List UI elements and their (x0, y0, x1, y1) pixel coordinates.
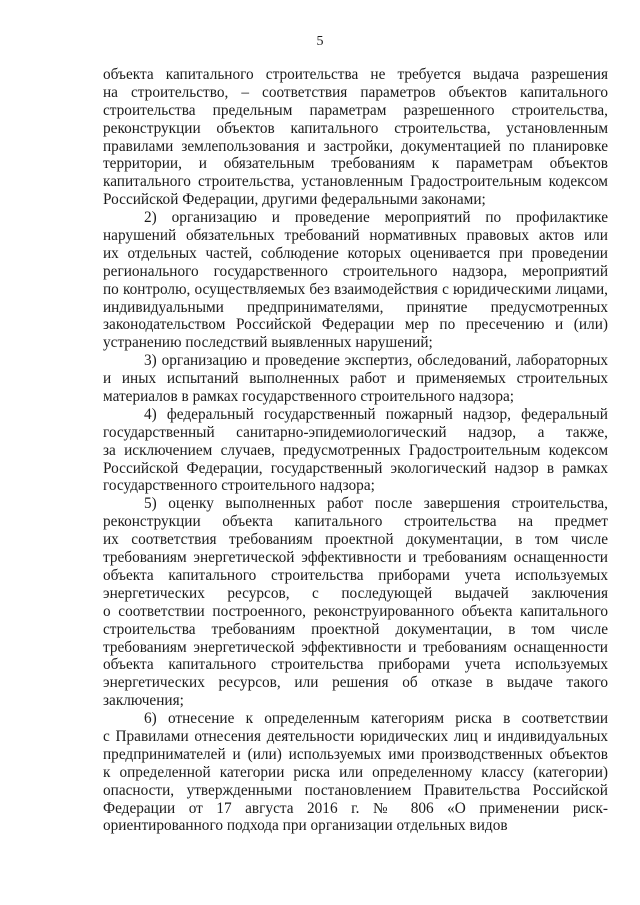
text-line: государственный санитарно-эпидемиологический надзор, а также, (103, 423, 608, 441)
text-line: за исключением случаев, предусмотренных Градостроительным кодексом (103, 441, 608, 459)
text-line: ориентированного подхода при организации отдельных видов (103, 817, 508, 835)
text-line: капитального строительства, установленным Градостроительным кодексом (103, 173, 608, 191)
text-line: Федерации от 17 августа 2016 г. № 806 «О применении риск- (103, 799, 608, 817)
text-line: территории, и обязательным требованиям к параметрам объектов (103, 155, 608, 173)
page-number: 5 (316, 34, 324, 49)
text-line: опасности, утвержденными постановлением Правительства Российской (103, 781, 608, 799)
text-line: объекта капитального строительства приборами учета используемых (103, 566, 608, 584)
text-line: и иных испытаний выполненных работ и применяемых строительных (103, 370, 608, 388)
text-line: их отдельных частей, соблюдение которых оценивается при проведении (103, 244, 608, 262)
text-line: по контролю, осуществляемых без взаимодействия с юридическими лицами, (103, 280, 608, 298)
text-line: индивидуальными предпринимателями, принятие предусмотренных (103, 298, 608, 316)
text-line: требованиям энергетической эффективности и требованиям оснащенности (103, 638, 608, 656)
text-line: регионального государственного строительного надзора, мероприятий (103, 262, 608, 280)
paragraph (103, 209, 608, 352)
text-line: к определенной категории риска или определенному классу (категории) (103, 763, 608, 781)
text-line: государственного строительного надзора; (103, 477, 375, 495)
paragraph (103, 406, 608, 495)
text-line: на строительство, – соответствия параметров объектов капитального (103, 83, 608, 101)
text-line: материалов в рамках государственного строительного надзора; (103, 388, 515, 406)
text-line: реконструкции объекта капитального строительства на предмет (103, 513, 608, 531)
text-line: строительства предельным параметрам разрешенного строительства, (103, 101, 608, 119)
text-line: 4) федеральный государственный пожарный надзор, федеральный (144, 405, 608, 423)
text-line: о соответствии построенного, реконструированного объекта капитального (103, 602, 608, 620)
paragraph (103, 710, 608, 835)
text-line: энергетических ресурсов, или решения об отказе в выдаче такого (103, 674, 608, 692)
text-line: 2) организацию и проведение мероприятий по профилактике (144, 209, 608, 227)
text-line: законодательством Российской Федерации мер по пресечению и (или) (103, 316, 608, 334)
text-line: их соответствия требованиям проектной документации, в том числе (103, 531, 608, 549)
text-line: объекта капитального строительства приборами учета используемых (103, 656, 608, 674)
text-line: устранению последствий выявленных нарушений; (103, 334, 433, 352)
text-line: 3) организацию и проведение экспертиз, обследований, лабораторных (144, 352, 608, 370)
text-line: 5) оценку выполненных работ после завершения строительства, (144, 495, 608, 513)
document-body (103, 66, 608, 835)
text-line: 6) отнесение к определенным категориям риска в соответствии (144, 710, 608, 728)
text-line: заключения; (103, 692, 184, 710)
text-line: реконструкции объектов капитального строительства, установленным (103, 119, 608, 137)
text-line: предпринимателей и (или) используемых ими производственных объектов (103, 745, 608, 763)
text-line: Российской Федерации, другими федеральными законами; (103, 191, 486, 209)
text-line: нарушений обязательных требований нормативных правовых актов или (103, 227, 608, 245)
paragraph (103, 352, 608, 406)
paragraph (103, 495, 608, 710)
paragraph (103, 66, 608, 209)
text-line: энергетических ресурсов, с последующей выдачей заключения (103, 584, 608, 602)
text-line: с Правилами отнесения деятельности юридических лиц и индивидуальных (103, 727, 608, 745)
text-line: строительства требованиям проектной документации, в том числе (103, 620, 608, 638)
text-line: Российской Федерации, государственный экологический надзор в рамках (103, 459, 608, 477)
text-line: правилами землепользования и застройки, документацией по планировке (103, 137, 608, 155)
text-line: объекта капитального строительства не требуется выдача разрешения (103, 66, 608, 83)
text-line: требованиям энергетической эффективности и требованиям оснащенности (103, 549, 608, 567)
